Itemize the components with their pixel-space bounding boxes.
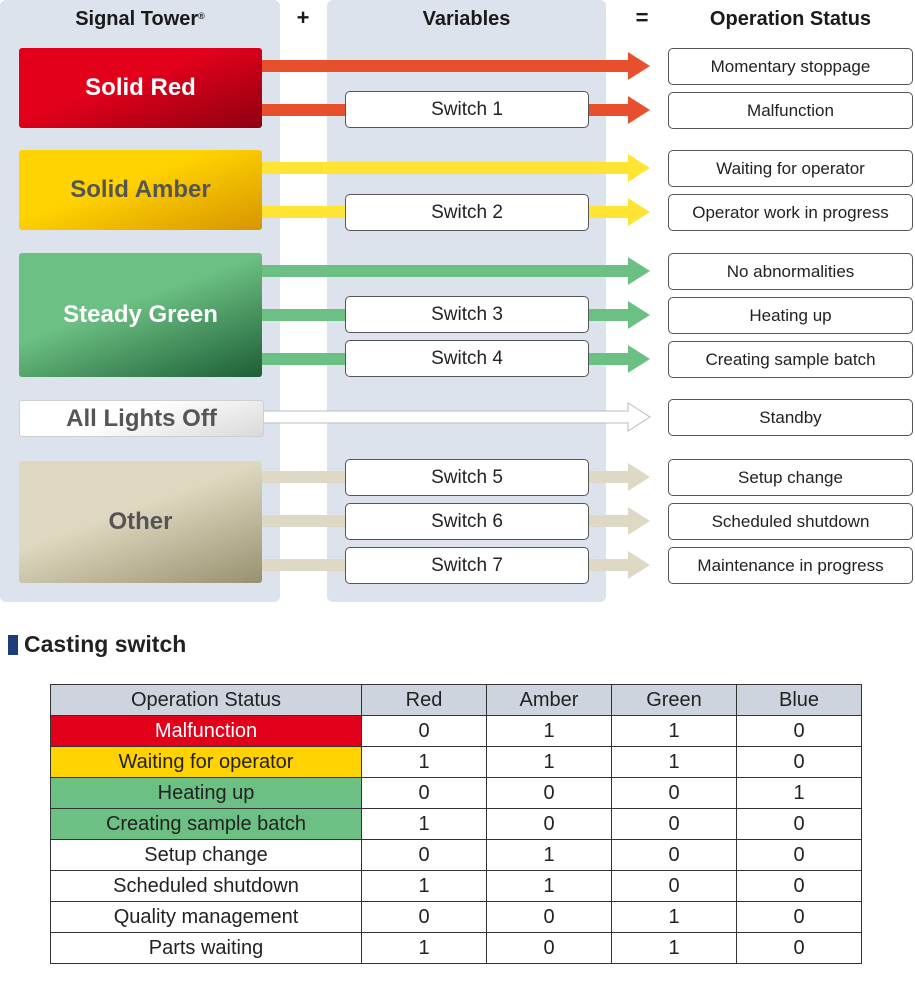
value-cell: 1 [362, 747, 487, 778]
status-cell: Setup change [51, 840, 362, 871]
operation-status-header: Operation Status [709, 8, 872, 30]
status-operator-work: Operator work in progress [668, 194, 913, 231]
switch-7-box: Switch 7 [345, 547, 589, 584]
value-cell: 0 [737, 902, 862, 933]
value-cell: 0 [362, 902, 487, 933]
light-label: Solid Red [85, 74, 196, 101]
light-label: Other [108, 508, 173, 535]
light-solid-red [19, 48, 262, 128]
value-cell: 1 [487, 716, 612, 747]
value-cell: 0 [612, 871, 737, 902]
table-row [51, 716, 862, 747]
arrow-green-4-in [262, 353, 345, 365]
value-cell: 0 [737, 747, 862, 778]
casting-switch-title [8, 631, 186, 658]
switch-3-box: Switch 3 [345, 296, 589, 333]
arrow-other-5-out [589, 463, 650, 491]
light-label: Steady Green [63, 301, 218, 328]
value-cell: 0 [362, 840, 487, 871]
value-cell: 0 [487, 902, 612, 933]
light-label: All Lights Off [66, 404, 217, 432]
equals-operator: = [635, 5, 649, 30]
column-header: Operation Status [51, 685, 362, 716]
switch-2-box: Switch 2 [345, 194, 589, 231]
table-row [51, 902, 862, 933]
value-cell: 0 [487, 933, 612, 964]
signal-tower-header-text: Signal Tower [75, 8, 199, 30]
value-cell: 0 [737, 809, 862, 840]
arrow-amber-2-out [589, 198, 650, 226]
status-cell: Malfunction [51, 716, 362, 747]
value-cell: 1 [487, 871, 612, 902]
table-row [51, 933, 862, 964]
status-standby: Standby [668, 399, 913, 436]
table-row [51, 747, 862, 778]
light-all-off [19, 400, 264, 437]
column-header: Blue [737, 685, 862, 716]
arrow-green-4-out [589, 345, 650, 373]
arrow-other-7-in [262, 559, 345, 571]
status-maintenance: Maintenance in progress [668, 547, 913, 584]
light-other [19, 461, 262, 583]
switch-5-box: Switch 5 [345, 459, 589, 496]
table-header-row [51, 685, 862, 716]
column-header: Red [362, 685, 487, 716]
switch-1-box: Switch 1 [345, 91, 589, 128]
value-cell: 1 [612, 933, 737, 964]
status-setup-change: Setup change [668, 459, 913, 496]
status-scheduled-shutdown: Scheduled shutdown [668, 503, 913, 540]
table-row [51, 840, 862, 871]
light-steady-green [19, 253, 262, 377]
switch-6-box: Switch 6 [345, 503, 589, 540]
arrow-green-3-out [589, 301, 650, 329]
casting-table-body [51, 716, 862, 964]
status-heating-up: Heating up [668, 297, 913, 334]
value-cell: 1 [612, 747, 737, 778]
column-header: Green [612, 685, 737, 716]
value-cell: 0 [362, 778, 487, 809]
value-cell: 1 [362, 871, 487, 902]
table-row [51, 871, 862, 902]
value-cell: 0 [737, 840, 862, 871]
value-cell: 0 [737, 871, 862, 902]
value-cell: 1 [487, 840, 612, 871]
status-cell: Scheduled shutdown [51, 871, 362, 902]
table-row [51, 778, 862, 809]
casting-switch-table [50, 684, 862, 964]
column-header: Amber [487, 685, 612, 716]
arrow-green-3-in [262, 309, 345, 321]
arrow-red-2-in [262, 104, 345, 116]
value-cell: 0 [612, 840, 737, 871]
value-cell: 0 [612, 778, 737, 809]
value-cell: 0 [487, 809, 612, 840]
status-no-abnormalities: No abnormalities [668, 253, 913, 290]
value-cell: 0 [362, 716, 487, 747]
switch-4-box: Switch 4 [345, 340, 589, 377]
variables-header: Variables [422, 8, 511, 30]
section-marker-icon [8, 635, 18, 655]
status-creating-sample-batch: Creating sample batch [668, 341, 913, 378]
status-momentary-stoppage: Momentary stoppage [668, 48, 913, 85]
arrow-other-5-in [262, 471, 345, 483]
value-cell: 1 [362, 933, 487, 964]
light-label: Solid Amber [70, 176, 211, 203]
arrow-amber-2-in [262, 206, 345, 218]
arrow-green-1 [262, 257, 650, 285]
status-cell: Heating up [51, 778, 362, 809]
arrow-red-1 [262, 52, 650, 80]
arrow-other-6-out [589, 507, 650, 535]
value-cell: 0 [737, 933, 862, 964]
status-waiting-for-operator: Waiting for operator [668, 150, 913, 187]
arrow-red-2-out [589, 96, 650, 124]
value-cell: 0 [612, 809, 737, 840]
arrow-other-7-out [589, 551, 650, 579]
value-cell: 1 [362, 809, 487, 840]
value-cell: 1 [487, 747, 612, 778]
value-cell: 0 [487, 778, 612, 809]
status-cell: Creating sample batch [51, 809, 362, 840]
casting-switch-title-text: Casting switch [24, 631, 187, 657]
status-cell: Parts waiting [51, 933, 362, 964]
registered-mark: ® [198, 11, 205, 21]
plus-operator: + [296, 5, 310, 30]
arrow-amber-1 [262, 154, 650, 182]
value-cell: 1 [612, 902, 737, 933]
value-cell: 1 [737, 778, 862, 809]
value-cell: 1 [612, 716, 737, 747]
arrow-other-6-in [262, 515, 345, 527]
light-solid-amber [19, 150, 262, 230]
value-cell: 0 [737, 716, 862, 747]
arrow-off [262, 403, 650, 431]
status-cell: Quality management [51, 902, 362, 933]
status-cell: Waiting for operator [51, 747, 362, 778]
status-malfunction: Malfunction [668, 92, 913, 129]
table-row [51, 809, 862, 840]
